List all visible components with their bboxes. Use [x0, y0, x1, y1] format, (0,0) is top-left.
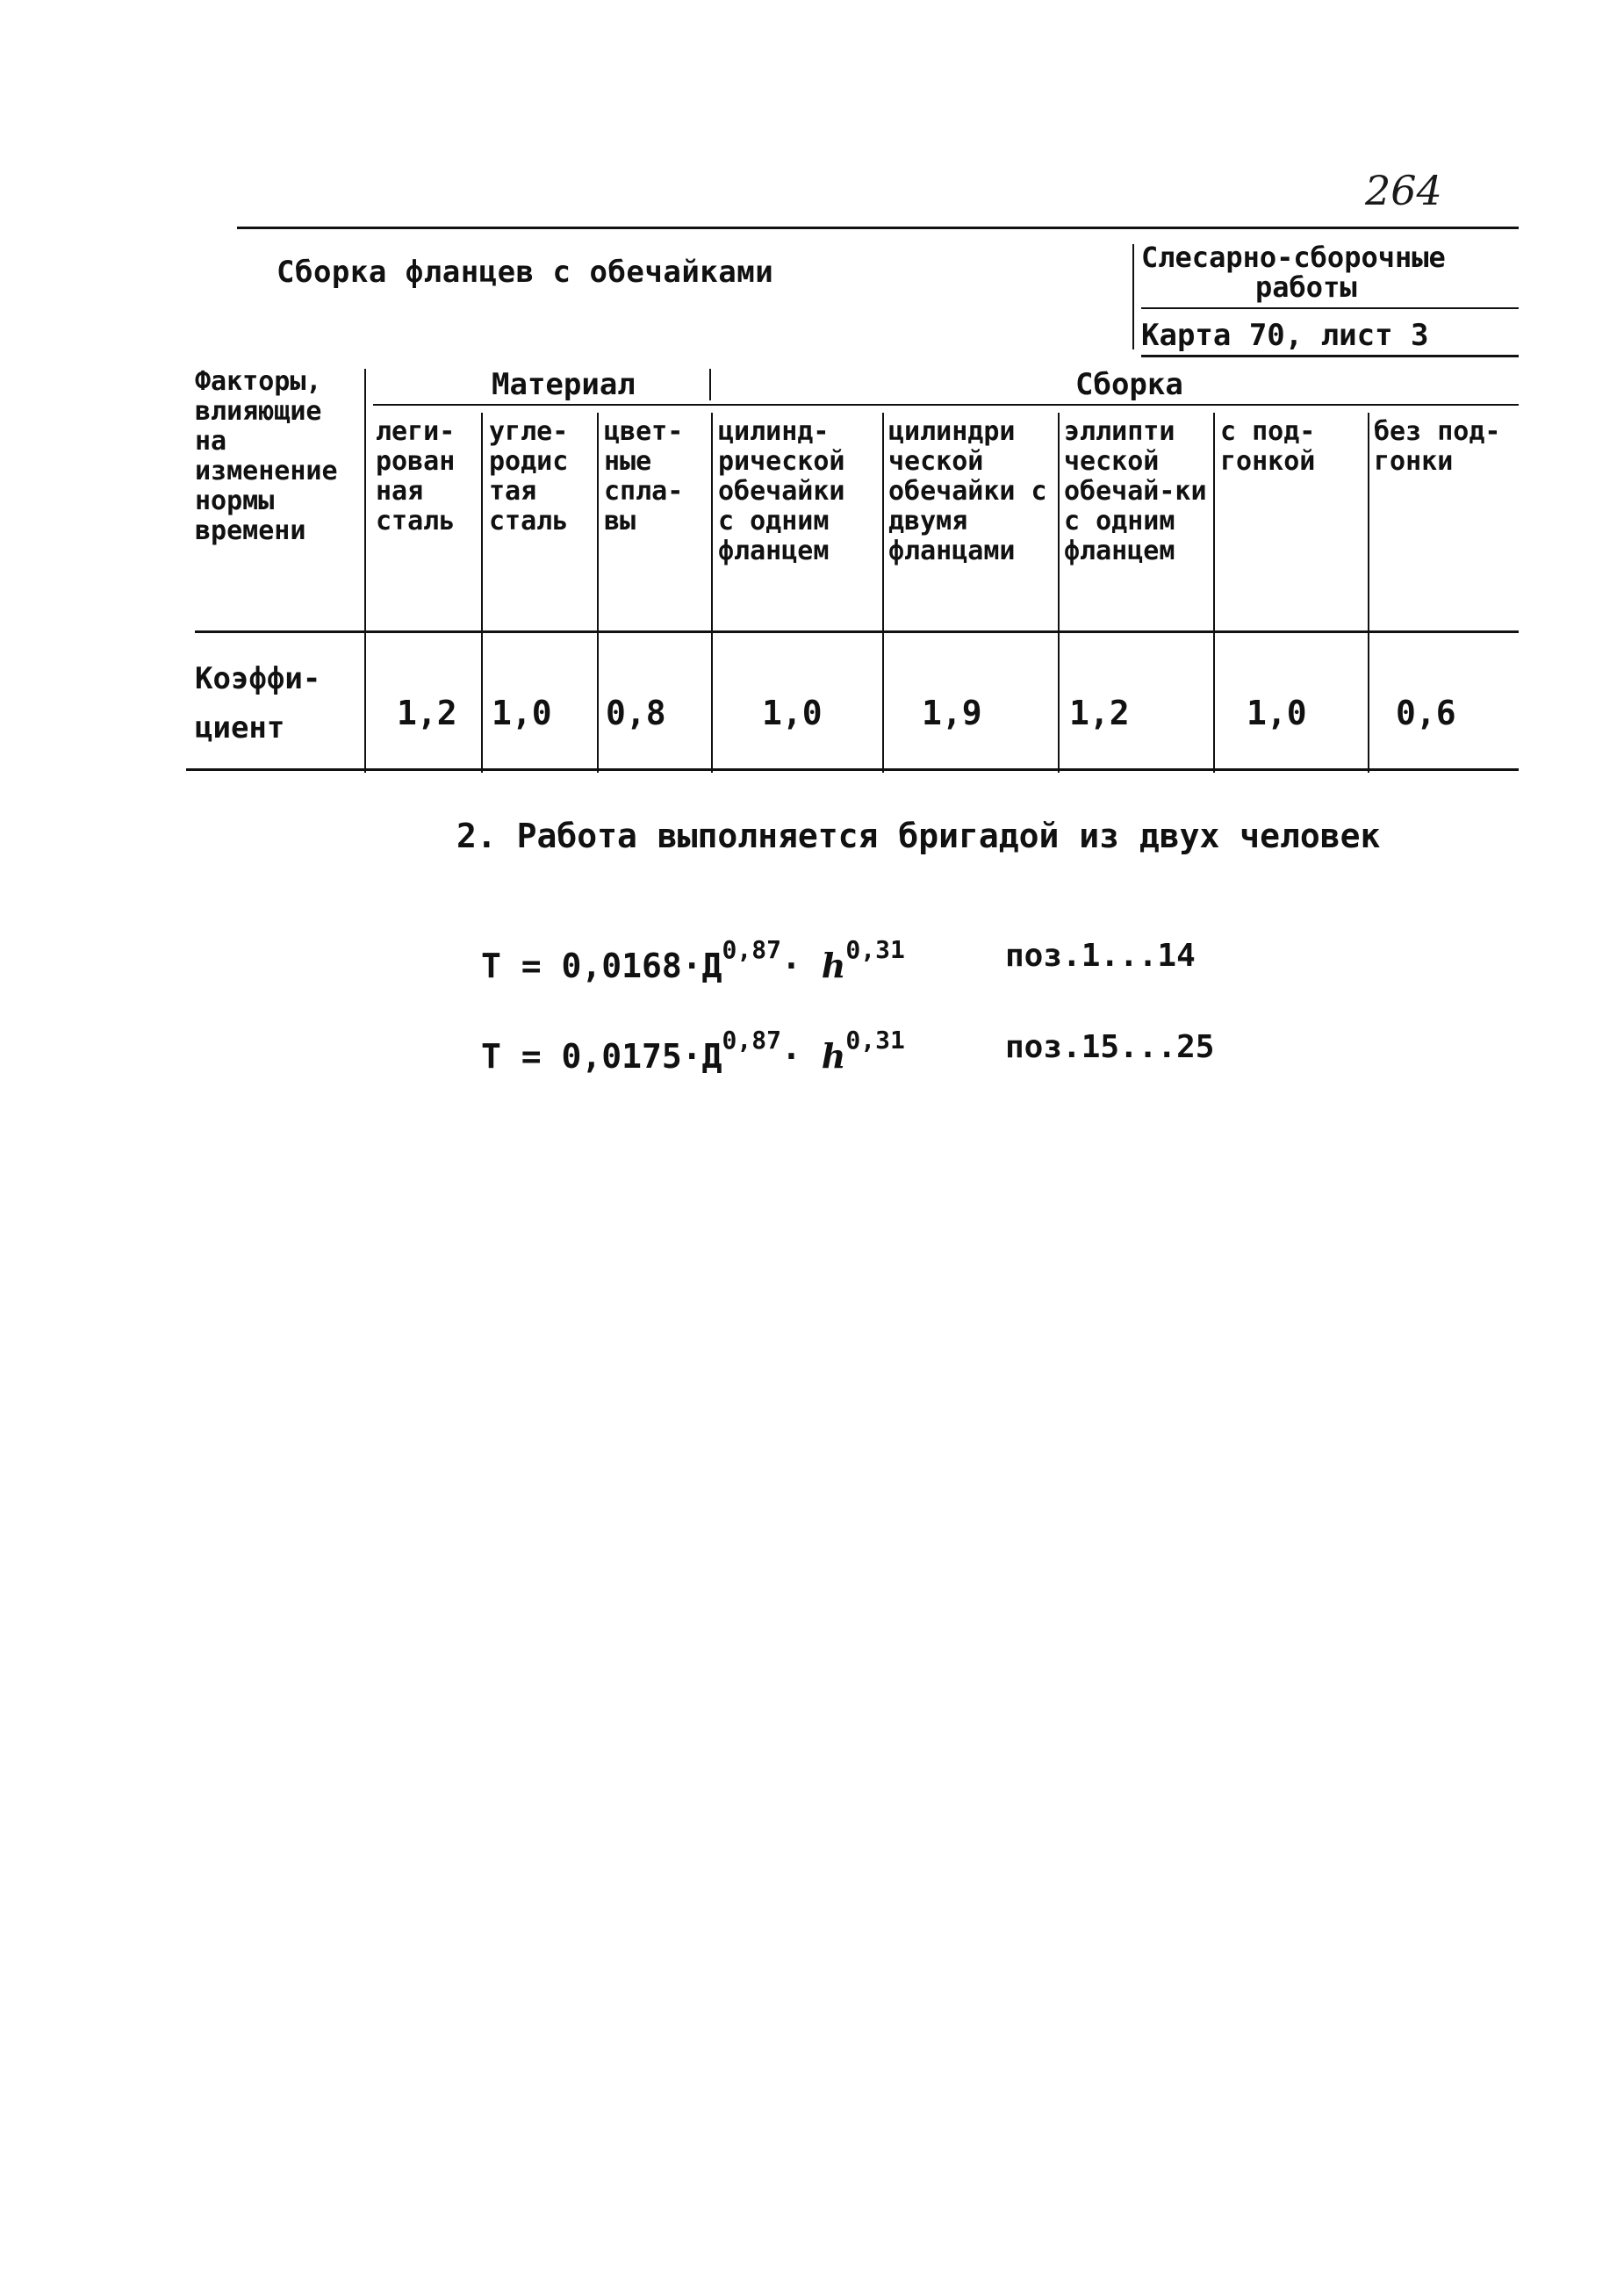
group-rule	[373, 404, 1519, 406]
row-label: Коэффи-циент	[195, 661, 321, 745]
work-type	[1141, 242, 1501, 302]
brigade-note: 2. Работа выполняется бригадой из двух человек	[456, 817, 1381, 855]
formula-lhs: T = 0,0175·Д	[481, 1037, 722, 1076]
formula-2	[481, 1026, 905, 1076]
header-body-rule	[195, 630, 1519, 633]
formula-h: h	[821, 1036, 846, 1076]
formula-dot: ·	[780, 947, 822, 985]
work-type-line2: работы	[1255, 270, 1357, 304]
document-title: Сборка фланцев с обечайками	[277, 255, 774, 290]
formula-lhs: T = 0,0168·Д	[481, 947, 722, 985]
col-header-6: эллипти ческой обечай-ки с одним фланцем	[1064, 416, 1207, 566]
col-header-4: цилинд-рической обечайки с одним фланцем	[718, 416, 845, 566]
position-range-2: поз.15...25	[1005, 1029, 1215, 1065]
formula-exponent: 0,87	[722, 935, 781, 964]
cell-value: 0,8	[606, 694, 666, 732]
top-rule	[237, 227, 1519, 229]
col-divider	[1368, 413, 1369, 773]
col-header-2: угле-родис тая сталь	[489, 416, 569, 537]
cell-value: 1,0	[492, 694, 552, 732]
cell-value: 1,2	[1069, 694, 1130, 732]
work-type-line1: Слесарно-сборочные	[1141, 241, 1446, 274]
formula-1	[481, 935, 905, 985]
cell-value: 1,0	[762, 694, 823, 732]
cell-value: 1,9	[922, 694, 982, 732]
col-divider	[1213, 413, 1215, 773]
header-divider	[1132, 244, 1134, 349]
col-header-3: цвет-ные спла-вы	[604, 416, 684, 537]
formula-h: h	[821, 946, 846, 985]
position-range-1: поз.1...14	[1005, 938, 1196, 974]
col-divider	[882, 413, 884, 773]
col-divider	[711, 413, 713, 773]
group-divider	[709, 369, 711, 400]
col-header-1: леги-рован ная сталь	[376, 416, 456, 537]
col-divider	[597, 413, 599, 773]
cell-value: 1,2	[397, 694, 457, 732]
work-type-rule	[1141, 307, 1519, 309]
card-number: Карта 70, лист 3	[1141, 318, 1429, 353]
col-header-8: без под-гонки	[1374, 416, 1501, 477]
table-bottom-rule	[186, 768, 1519, 771]
formula-exponent: 0,31	[845, 935, 905, 964]
col-divider	[481, 413, 483, 773]
group-assembly: Сборка	[1075, 367, 1183, 402]
card-rule	[1141, 355, 1519, 357]
col-divider	[364, 369, 366, 773]
formula-exponent: 0,31	[845, 1026, 905, 1055]
formula-exponent: 0,87	[722, 1026, 781, 1055]
page-number: 264	[1365, 167, 1442, 214]
group-material: Материал	[492, 367, 636, 402]
col-divider	[1058, 413, 1060, 773]
factors-header: Факторы, влияющие на изменение нормы времени	[195, 366, 338, 546]
col-header-5: цилиндри ческой обечайки с двумя фланцами	[888, 416, 1047, 566]
formula-dot: ·	[780, 1037, 822, 1076]
cell-value: 1,0	[1247, 694, 1307, 732]
col-header-7: с под-гонкой	[1220, 416, 1316, 477]
cell-value: 0,6	[1396, 694, 1456, 732]
